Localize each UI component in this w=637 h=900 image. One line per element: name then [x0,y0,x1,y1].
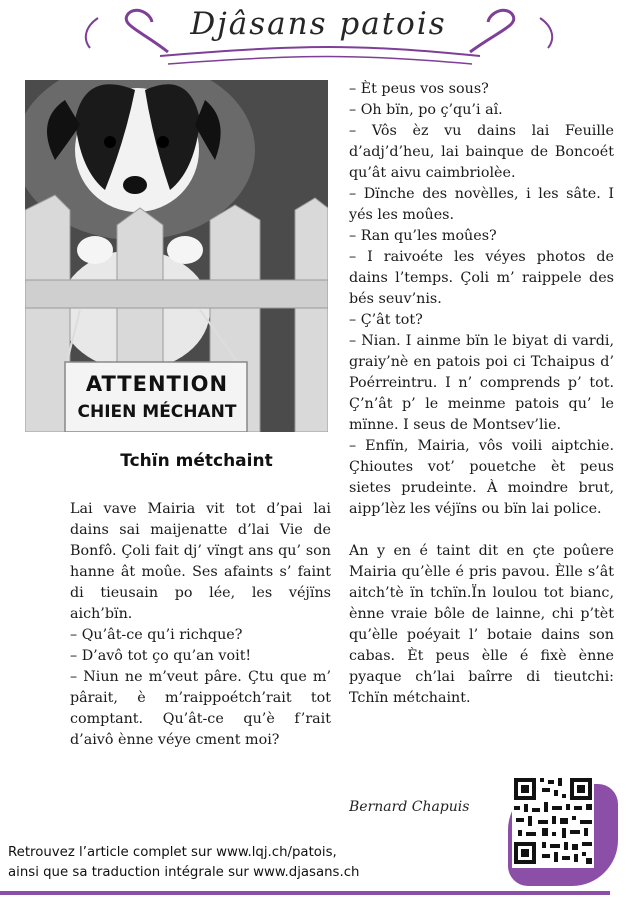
masthead-title: Djâsans patois [190,6,447,42]
paragraph: – D’avô tot ço qu’an voit! [70,648,252,664]
bottom-accent-bar [0,891,610,895]
paragraph: – Oh bïn, po ç’qu’i aî. [349,102,503,118]
paragraph: – Niun ne m’veut pâre. Çtu que m’ pârait, è m’raippoétch’rait tot comptant. Qu’ât-ce qu’è f’rait d’aivô ènne véye cment moi? [70,669,331,748]
paragraph: – Vôs èz vu dains lai Feuille d’adj’d’heu, lai bainque de Boncoét qu’ât aivu caimbriolèe. [349,123,614,181]
dog-photo [25,80,328,432]
paragraph: – Enfïn, Mairia, vôs voili aiptchie. Çhioutes vot’ pouetche èt peus sietes prudeinte. À moindre brut, aipp’lèz les véjïns ou bïn lai police. [349,438,614,517]
paragraph: – I raivoéte les véyes photos de dains l’temps. Çoli m’ raippele des bés seuv’nis. [349,249,614,307]
right-column [349,79,614,709]
article-title: Tchïn métchaint [120,451,273,471]
sign-line-2: CHIEN MÉCHANT [77,402,237,422]
qr-code-icon [512,772,594,868]
paragraph: – Qu’ât-ce qu’i richque? [70,627,243,643]
paragraph: – Èt peus vos sous? [349,81,489,97]
paragraph: An y en é taint dit en çte poûere Mairia qu’èlle é pris pavou. Èlle s’ât aitch’tè ïn tchïn.Ïn loulou tot bianc, ènne vraie bôle de lainne, chi p’tèt qu’èlle poéyait l’ botaie dains son cabas. Èt peus èlle é fixè ènne pyaque ch’lai baîrre di tieutchi: Tchïn métchaint. [349,543,614,706]
masthead [0,0,637,70]
paragraph: – Ran qu’les moûes? [349,228,497,244]
qr-code[interactable] [512,772,594,868]
paragraph: – Nian. I ainme bïn le biyat di vardi, graiy’nè en patois poi ci Tchaipus d’ Poérreintru. I n’ comprends p’ tot. Ç’n’ât p’ le meinme patois qu’ le mïnne. I seus de Montsev’lie. [349,333,614,433]
sign-line-1: ATTENTION [85,372,229,396]
footer-line-2: ainsi que sa traduction intégrale sur www.djasans.ch [8,865,360,880]
footer-line-1: Retrouvez l’article complet sur www.lqj.ch/patois, [8,845,337,860]
author-signature: Bernard Chapuis [349,799,470,815]
paragraph: – Dïnche des novèlles, i les sâte. I yés les moûes. [349,186,614,223]
left-column [70,499,331,751]
footer-text [8,843,448,883]
paragraph: Lai vave Mairia vit tot d’pai lai dains sai maijenatte d’lai Vie de Bonfô. Çoli fait dj’ vïngt ans qu’ son hanne ât moûe. Ses afaints s’ faint di tieusain po lée, les véjïns aich’bïn. [70,501,331,622]
paragraph: – Ç’ât tot? [349,312,423,328]
